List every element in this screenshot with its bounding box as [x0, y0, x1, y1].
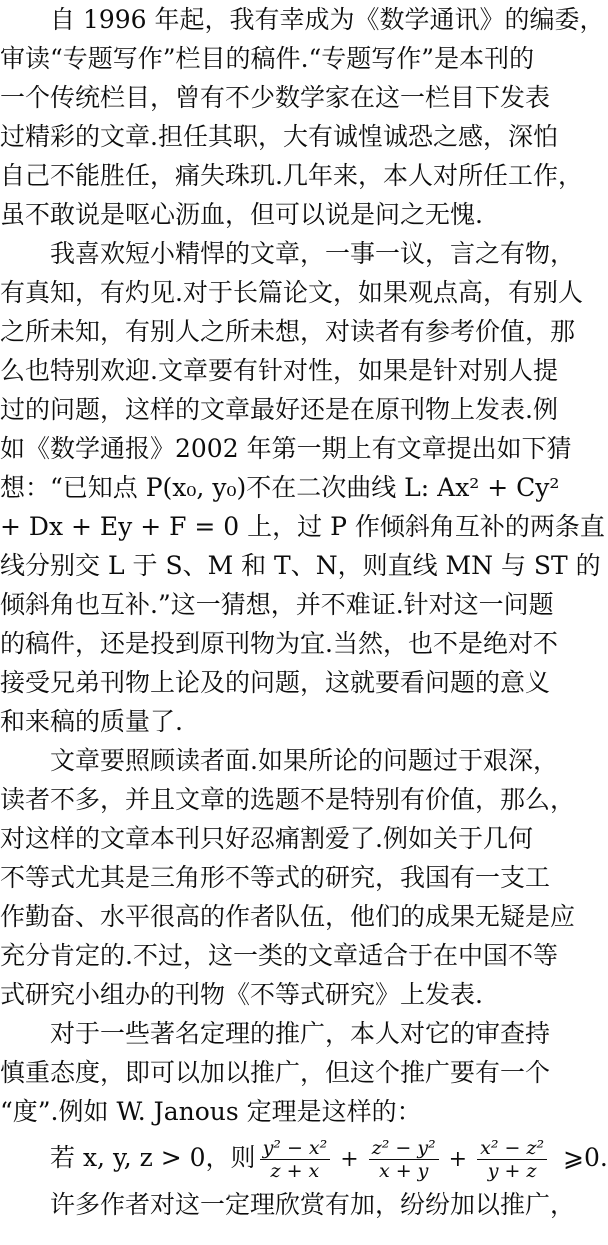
text-line: 式研究小组办的刊物《不等式研究》上发表.: [0, 980, 483, 1009]
text-line: 读者不多，并且文章的选题不是特别有价值，那么，: [0, 785, 576, 814]
fraction-3-numerator: x² − z²: [477, 1137, 547, 1160]
plus-sign: +: [340, 1146, 359, 1172]
fraction-2: [369, 1137, 439, 1182]
fraction-3-denominator: y + z: [487, 1160, 537, 1182]
text-line: 对于一些著名定理的推广，本人对它的审查持: [0, 1019, 551, 1048]
text-line: 想：“已知点 P(x₀, y₀)不在二次曲线 L: Ax² + Cy²: [0, 473, 560, 502]
text-line: 之所未知，有别人之所未想，对读者有参考价值，那: [0, 317, 576, 346]
fraction-1-denominator: z + x: [270, 1160, 320, 1182]
text-line: 对这样的文章本刊只好忍痛割爱了.例如关于几何: [0, 824, 533, 853]
text-line: 自 1996 年起，我有幸成为《数学通讯》的编委，: [0, 5, 605, 34]
fraction-1-numerator: y² − x²: [260, 1137, 331, 1160]
text-line: 和来稿的质量了.: [0, 707, 183, 736]
text-line: 一个传统栏目，曾有不少数学家在这一栏目下发表: [0, 83, 551, 112]
text-line: 我喜欢短小精悍的文章，一事一议，言之有物，: [0, 239, 576, 268]
formula-prefix: 若 x, y, z > 0，则: [0, 1143, 256, 1172]
text-line: 过的问题，这样的文章最好还是在原刊物上发表.例: [0, 395, 558, 424]
text-line: 么也特别欢迎.文章要有针对性，如果是针对别人提: [0, 356, 558, 385]
fraction-1: [260, 1137, 331, 1182]
text-line: 文章要照顾读者面.如果所论的问题过于艰深，: [0, 746, 558, 775]
text-line: 的稿件，还是投到原刊物为宜.当然，也不是绝对不: [0, 629, 558, 658]
text-line: 许多作者对这一定理欣赏有加，纷纷加以推广，: [0, 1190, 576, 1219]
text-line: “度”.例如 W. Janous 定理是这样的：: [0, 1097, 422, 1126]
fraction-2-denominator: x + y: [378, 1160, 429, 1182]
text-line: 不等式尤其是三角形不等式的研究，我国有一支工: [0, 863, 551, 892]
text-line: + Dx + Ey + F = 0 上，过 P 作倾斜角互补的两条直: [0, 512, 605, 541]
text-line: 线分别交 L 于 S、M 和 T、N，则直线 MN 与 ST 的: [0, 551, 601, 580]
text-line: 慎重态度，即可以加以推广，但这个推广要有一个: [0, 1058, 551, 1087]
text-line: 有真知，有灼见.对于长篇论文，如果观点高，有别人: [0, 278, 583, 307]
text-line: 充分肯定的.不过，这一类的文章适合于在中国不等: [0, 941, 558, 970]
text-line: 审读“专题写作”栏目的稿件.“专题写作”是本刊的: [0, 44, 535, 73]
text-line: 作勤奋、水平很高的作者队伍，他们的成果无疑是应: [0, 902, 576, 931]
fraction-3: [477, 1137, 547, 1182]
text-line: 自己不能胜任，痛失珠玑.几年来，本人对所任工作，: [0, 161, 583, 190]
formula-line: [0, 1131, 608, 1185]
formula-tail: ⩾0.: [563, 1143, 608, 1172]
plus-sign: +: [448, 1146, 468, 1172]
fraction-2-numerator: z² − y²: [369, 1137, 439, 1160]
text-line: 接受兄弟刊物上论及的问题，这就要看问题的意义: [0, 668, 551, 697]
text-line: 如《数学通报》2002 年第一期上有文章提出如下猜: [0, 434, 572, 463]
text-line: 倾斜角也互补.”这一猜想，并不难证.针对这一问题: [0, 590, 554, 619]
text-line: 虽不敢说是呕心沥血，但可以说是问之无愧.: [0, 200, 483, 229]
text-line: 过精彩的文章.担任其职，大有诚惶诚恐之感，深怕: [0, 122, 558, 151]
